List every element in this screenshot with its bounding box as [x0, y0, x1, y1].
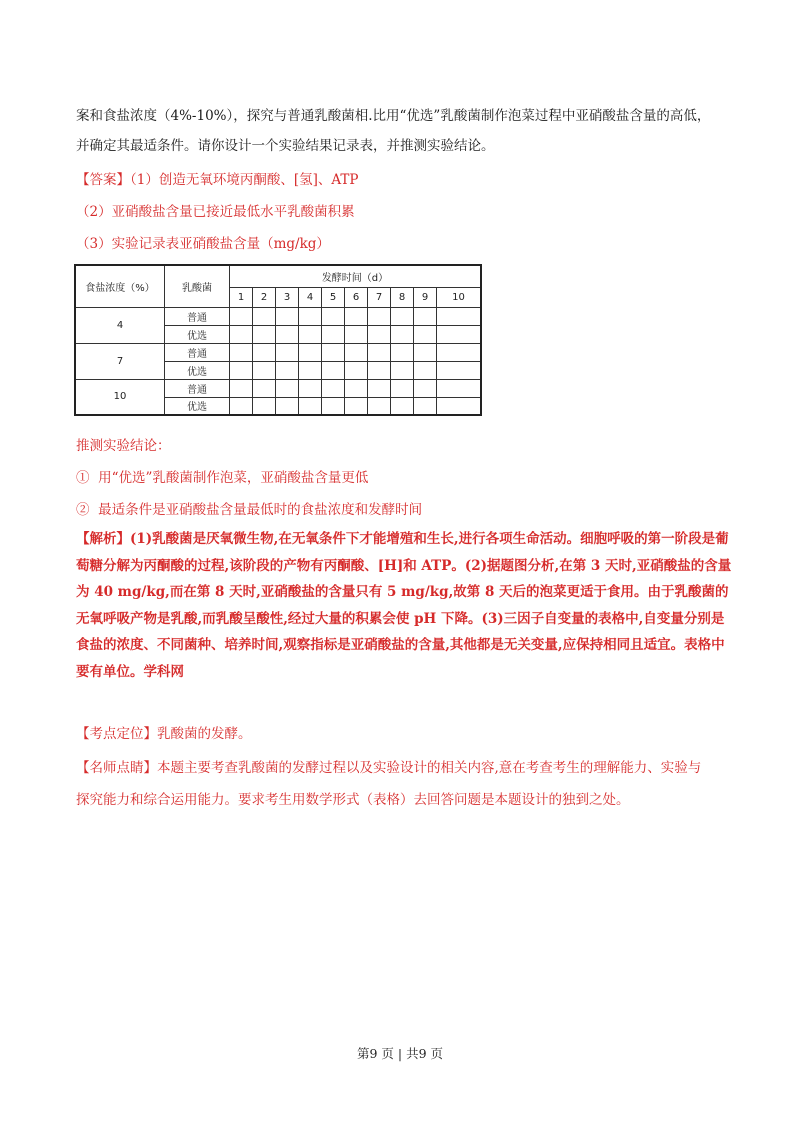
- line-1: 案和食盐浓度（4%-10%），探究与普通乳酸菌相.比用“优选”乳酸菌制作泡菜过程中亚硝酸盐含量的高低，: [76, 108, 711, 124]
- day-header: 8: [391, 287, 414, 307]
- bacteria-cell: 优选: [165, 361, 230, 379]
- salt-cell: 4: [75, 307, 165, 343]
- kaodian-text: 乳酸菌的发酵。: [157, 726, 252, 742]
- page-footer: 第9 页 | 共9 页: [356, 1046, 443, 1061]
- day-header: 1: [230, 287, 253, 307]
- record-table: [74, 264, 482, 416]
- mingshi-text-1: 本题主要考查乳酸菌的发酵过程以及实验设计的相关内容,意在考查考生的理解能力、实验与: [157, 760, 702, 776]
- line-2: 并确定其最适条件。请你设计一个实验结果记录表，并推测实验结论。: [76, 138, 495, 154]
- salt-cell: 10: [75, 379, 165, 415]
- day-header: 5: [322, 287, 345, 307]
- day-header: 9: [414, 287, 437, 307]
- bacteria-cell: 普通: [165, 307, 230, 325]
- conclusion-title: 推测实验结论：: [76, 438, 171, 454]
- kaodian-tag: 【考点定位】: [76, 726, 157, 742]
- bacteria-cell: 优选: [165, 397, 230, 415]
- analysis-block: [76, 526, 732, 685]
- mingshi-tag: 【名师点睛】: [76, 760, 157, 776]
- salt-cell: 7: [75, 343, 165, 379]
- conclusion-2-num: ②: [76, 502, 90, 518]
- conclusion-2: [76, 498, 422, 518]
- header-time: 发酵时间（d）: [230, 265, 482, 287]
- day-header: 10: [437, 287, 482, 307]
- conclusion-2-text: 最适条件是亚硝酸盐含量最低时的食盐浓度和发酵时间: [98, 502, 423, 518]
- mingshi-line-1: [76, 756, 701, 776]
- analysis-text: (1)乳酸菌是厌氧微生物,在无氧条件下才能增殖和生长,进行各项生命活动。细胞呼吸的第一阶段是葡萄糖分解为丙酮酸的过程,该阶段的产物有丙酮酸、[H]和 ATP。(2)据题图分析,在第 3 天时,亚硝酸盐的含量为 40 mg/kg,而在第 8 天时,亚硝酸盐的含量只有 5 mg/kg,故第 8 天后的泡菜更适于食用。由于乳酸菌的无氧呼吸产物是乳酸,而乳酸呈酸性,经过大量的积累会使 pH 下降。(3)三因子自变量的表格中,自变量分别是食盐的浓度、不同菌种、培养时间,观察指标是亚硝酸盐的含量,其他都是无关变量,应保持相同且适宜。表格中要有单位。学科网: [76, 531, 732, 680]
- bacteria-cell: 普通: [165, 343, 230, 361]
- answer-line-2: （2）亚硝酸盐含量已接近最低水平乳酸菌积累: [76, 204, 355, 220]
- mingshi-line-2: 探究能力和综合运用能力。要求考生用数学形式（表格）去回答问题是本题设计的独到之处。: [76, 792, 630, 808]
- day-header: 2: [253, 287, 276, 307]
- conclusion-1-num: ①: [76, 470, 90, 486]
- bacteria-cell: 普通: [165, 379, 230, 397]
- kaodian-line: [76, 722, 252, 742]
- conclusion-1: [76, 466, 368, 486]
- answer-tag: 【答案】: [76, 172, 130, 188]
- answer-line-3: （3）实验记录表亚硝酸盐含量（mg/kg）: [76, 236, 330, 252]
- header-bacteria: 乳酸菌: [165, 265, 230, 307]
- day-header: 3: [276, 287, 299, 307]
- analysis-tag: 【解析】: [76, 531, 130, 547]
- answer-line-1: [76, 168, 358, 188]
- bacteria-cell: 优选: [165, 325, 230, 343]
- day-header: 4: [299, 287, 322, 307]
- header-salt: 食盐浓度（%）: [75, 265, 165, 307]
- day-header: 7: [368, 287, 391, 307]
- day-header: 6: [345, 287, 368, 307]
- answer-1: （1）创造无氧环境丙酮酸、[氢]、ATP: [130, 172, 359, 188]
- conclusion-1-text: 用“优选”乳酸菌制作泡菜，亚硝酸盐含量更低: [98, 470, 369, 486]
